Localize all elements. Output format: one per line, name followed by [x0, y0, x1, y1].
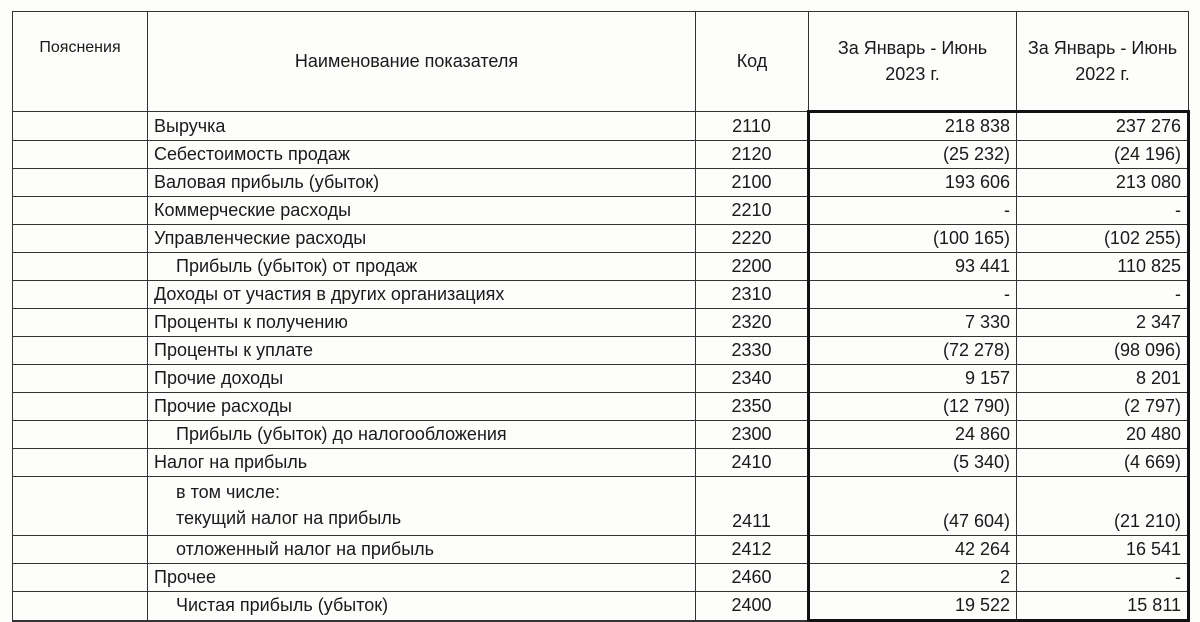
indicator-name: Себестоимость продаж [148, 141, 696, 169]
indicator-name: Налог на прибыль [148, 449, 696, 477]
value-current: (25 232) [809, 141, 1017, 169]
value-current: 24 860 [809, 421, 1017, 449]
value-previous: (4 669) [1017, 449, 1189, 477]
table-row-other-expenses [13, 393, 1189, 421]
header-explanations: Пояснения [13, 12, 148, 112]
value-previous: 213 080 [1017, 169, 1189, 197]
table-row-interest-receivable [13, 309, 1189, 337]
header-period-current [809, 12, 1017, 112]
explanation-cell [13, 309, 148, 337]
value-previous: 8 201 [1017, 365, 1189, 393]
indicator-code: 2200 [696, 253, 809, 281]
indicator-name: Прочее [148, 564, 696, 592]
indicator-code: 2120 [696, 141, 809, 169]
value-current: 218 838 [809, 112, 1017, 141]
header-row [13, 12, 1189, 112]
table-row-profit-from-sales [13, 253, 1189, 281]
value-previous: - [1017, 197, 1189, 225]
indicator-name [148, 477, 696, 536]
indicator-name: Прочие доходы [148, 365, 696, 393]
table-row-net-profit [13, 592, 1189, 621]
indicator-name-text: текущий налог на прибыль [176, 508, 402, 528]
indicator-code: 2411 [696, 477, 809, 536]
indicator-name: отложенный налог на прибыль [148, 536, 696, 564]
header-period-previous [1017, 12, 1189, 112]
financial-results-statement [12, 11, 1199, 616]
table-row-admin-expenses [13, 225, 1189, 253]
value-current: (5 340) [809, 449, 1017, 477]
value-previous: (2 797) [1017, 393, 1189, 421]
indicator-name: Выручка [148, 112, 696, 141]
value-current: 9 157 [809, 365, 1017, 393]
value-current: 193 606 [809, 169, 1017, 197]
table-row-income-tax [13, 449, 1189, 477]
value-previous: 237 276 [1017, 112, 1189, 141]
explanation-cell [13, 421, 148, 449]
indicator-name: Коммерческие расходы [148, 197, 696, 225]
table-row-interest-payable [13, 337, 1189, 365]
indicator-code: 2412 [696, 536, 809, 564]
header-period-current-line2: 2023 г. [885, 64, 940, 84]
explanation-cell [13, 449, 148, 477]
indicator-code: 2210 [696, 197, 809, 225]
explanation-cell [13, 141, 148, 169]
indicator-code: 2350 [696, 393, 809, 421]
value-current: 19 522 [809, 592, 1017, 621]
value-previous: 20 480 [1017, 421, 1189, 449]
explanation-cell [13, 197, 148, 225]
header-code: Код [696, 12, 809, 112]
explanation-cell [13, 112, 148, 141]
indicator-name: Проценты к уплате [148, 337, 696, 365]
indicator-name: Прибыль (убыток) до налогообложения [148, 421, 696, 449]
explanation-cell [13, 393, 148, 421]
indicator-code: 2400 [696, 592, 809, 621]
value-current: - [809, 281, 1017, 309]
table-row-current-income-tax [13, 477, 1189, 536]
value-previous: 16 541 [1017, 536, 1189, 564]
indicator-name: Доходы от участия в других организациях [148, 281, 696, 309]
explanation-cell [13, 281, 148, 309]
indicator-name: Валовая прибыль (убыток) [148, 169, 696, 197]
value-previous: - [1017, 281, 1189, 309]
indicator-code: 2110 [696, 112, 809, 141]
table-row-selling-expenses [13, 197, 1189, 225]
explanation-cell [13, 365, 148, 393]
value-current: (72 278) [809, 337, 1017, 365]
indicator-code: 2460 [696, 564, 809, 592]
table-row-other [13, 564, 1189, 592]
value-previous: 110 825 [1017, 253, 1189, 281]
indicator-name: Чистая прибыль (убыток) [148, 592, 696, 621]
table-row-profit-before-tax [13, 421, 1189, 449]
header-indicator-name: Наименование показателя [148, 12, 696, 112]
value-previous: (102 255) [1017, 225, 1189, 253]
explanation-cell [13, 253, 148, 281]
explanation-cell [13, 169, 148, 197]
table-row-other-income [13, 365, 1189, 393]
explanation-cell [13, 564, 148, 592]
table-row-gross-profit [13, 169, 1189, 197]
indicator-code: 2220 [696, 225, 809, 253]
header-period-previous-line2: 2022 г. [1075, 64, 1130, 84]
table-row-deferred-income-tax [13, 536, 1189, 564]
value-previous: (24 196) [1017, 141, 1189, 169]
value-current: - [809, 197, 1017, 225]
explanation-cell [13, 337, 148, 365]
explanation-cell [13, 225, 148, 253]
indicator-code: 2330 [696, 337, 809, 365]
indicator-code: 2310 [696, 281, 809, 309]
indicator-name: Управленческие расходы [148, 225, 696, 253]
value-previous: - [1017, 564, 1189, 592]
indicator-code: 2320 [696, 309, 809, 337]
explanation-cell [13, 536, 148, 564]
indicator-code: 2410 [696, 449, 809, 477]
value-current: 93 441 [809, 253, 1017, 281]
value-current: 7 330 [809, 309, 1017, 337]
value-previous: (98 096) [1017, 337, 1189, 365]
value-current: 42 264 [809, 536, 1017, 564]
indicator-name: Проценты к получению [148, 309, 696, 337]
explanation-cell [13, 592, 148, 621]
table-row-cost-of-sales [13, 141, 1189, 169]
indicator-code: 2300 [696, 421, 809, 449]
income-statement-table [12, 11, 1190, 622]
value-current: (12 790) [809, 393, 1017, 421]
value-previous: (21 210) [1017, 477, 1189, 536]
value-current: (47 604) [809, 477, 1017, 536]
explanation-cell [13, 477, 148, 536]
indicator-name: Прочие расходы [148, 393, 696, 421]
indicator-name: Прибыль (убыток) от продаж [148, 253, 696, 281]
indicator-code: 2100 [696, 169, 809, 197]
value-previous: 15 811 [1017, 592, 1189, 621]
value-current: 2 [809, 564, 1017, 592]
value-previous: 2 347 [1017, 309, 1189, 337]
indicator-code: 2340 [696, 365, 809, 393]
header-period-current-line1: За Январь - Июнь [837, 38, 988, 58]
indicator-subheading: в том числе: [176, 482, 280, 502]
value-current: (100 165) [809, 225, 1017, 253]
table-row-revenue [13, 112, 1189, 141]
header-period-previous-line1: За Январь - Июнь [1027, 38, 1178, 58]
table-row-income-from-participation [13, 281, 1189, 309]
